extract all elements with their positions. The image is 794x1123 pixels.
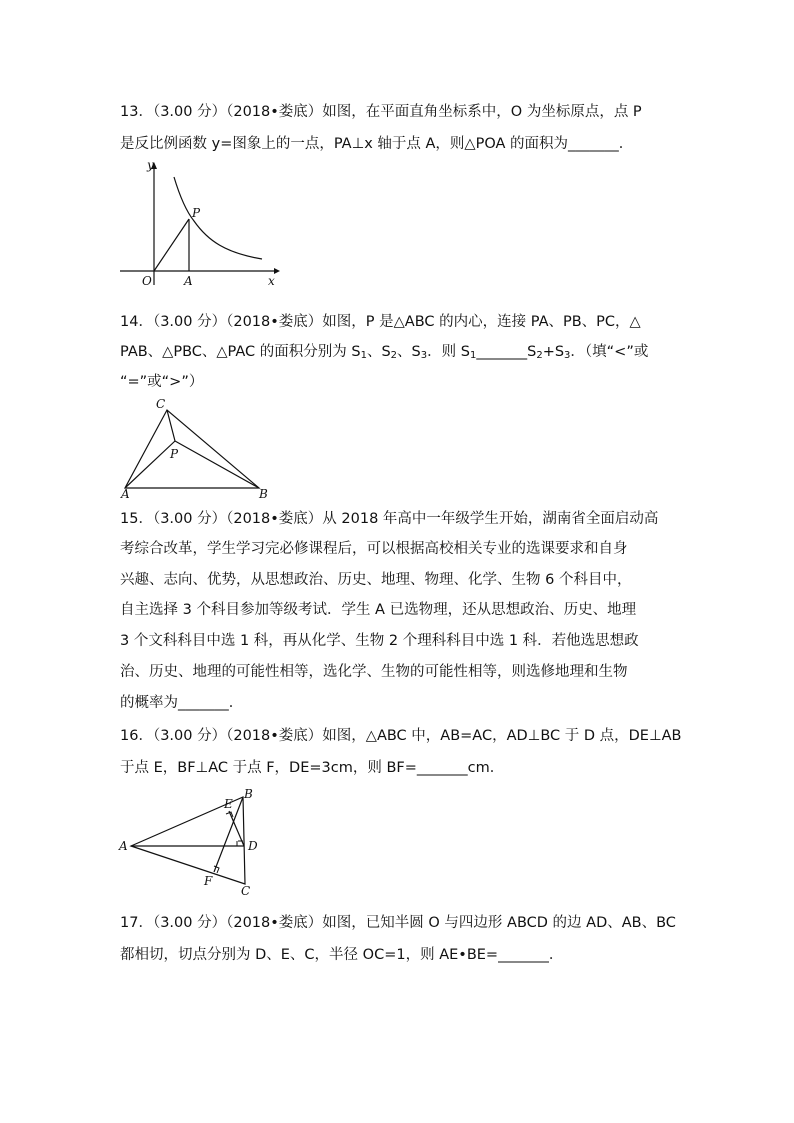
q15-line-3: 兴趣、志向、优势，从思想政治、历史、地理、物理、化学、生物 6 个科目中， <box>120 572 632 588</box>
q15-line-5: 3 个文科科目中选 1 科，再从化学、生物 2 个理科科目中选 1 科．若他选思想政 <box>120 633 639 649</box>
q14-label-b: B <box>259 487 268 501</box>
q13-line-2: 是反比例函数 y=图象上的一点，PA⊥x 轴于点 A，则△POA 的面积为_______． <box>120 136 634 152</box>
q15-line-4: 自主选择 3 个科目参加等级考试．学生 A 已选物理，还从思想政治、历史、地理 <box>120 602 637 618</box>
q14-label-p: P <box>170 447 179 461</box>
q14-line-2: PAB、△PBC、△PAC 的面积分别为 $S_1$、$S_2$、$S_3$．则 $S_1\_\_\_\_\_\_\_S_2+S_3$．（填“<”或 <box>120 344 649 361</box>
q13-figure <box>116 155 286 294</box>
q13-label-a: A <box>184 274 193 288</box>
q16-label-e: E <box>224 797 233 811</box>
q17-line-2: 都相切，切点分别为 D、E、C，半径 OC=1，则 AE•BE=_______． <box>120 947 564 963</box>
q16-label-b: B <box>244 787 253 801</box>
q16-line-1: 16．（3.00 分）（2018•娄底）如图，△ABC 中，AB=AC，AD⊥BC 于 D 点，DE⊥AB <box>120 728 682 744</box>
q13-line-1: 13．（3.00 分）（2018•娄底）如图，在平面直角坐标系中，O 为坐标原点，点 P <box>120 104 642 120</box>
q15-line-1: 15．（3.00 分）（2018•娄底）从 2018 年高中一年级学生开始，湖南省全面启动高 <box>120 511 659 527</box>
q14-line-1: 14．（3.00 分）（2018•娄底）如图，P 是△ABC 的内心，连接 PA、PB、PC，△ <box>120 314 641 330</box>
q13-label-y: y <box>147 158 154 172</box>
q14-label-a: A <box>121 487 130 501</box>
q15-line-7: 的概率为_______． <box>120 695 244 711</box>
q13-label-o: O <box>142 274 152 288</box>
q16-line-2: 于点 E，BF⊥AC 于点 F，DE=3cm，则 BF=_______cm． <box>120 760 505 776</box>
q13-label-x: x <box>268 274 275 288</box>
q14-line-3: “=”或“>”） <box>120 374 204 390</box>
q14-figure <box>116 396 276 505</box>
q16-label-c: C <box>241 884 251 898</box>
q15-line-6: 治、历史、地理的可能性相等，选化学、生物的可能性相等，则选修地理和生物 <box>120 664 628 680</box>
q17-line-1: 17．（3.00 分）（2018•娄底）如图，已知半圆 O 与四边形 ABCD 的边 AD、AB、BC <box>120 915 676 931</box>
q16-label-d: D <box>248 839 258 853</box>
q16-figure <box>116 784 276 903</box>
q13-label-p: P <box>192 206 201 220</box>
q14-label-c: C <box>156 397 166 411</box>
q15-line-2: 考综合改革，学生学习完必修课程后，可以根据高校相关专业的选课要求和自身 <box>120 541 628 557</box>
q16-label-f: F <box>204 874 213 888</box>
q16-label-a: A <box>119 839 128 853</box>
